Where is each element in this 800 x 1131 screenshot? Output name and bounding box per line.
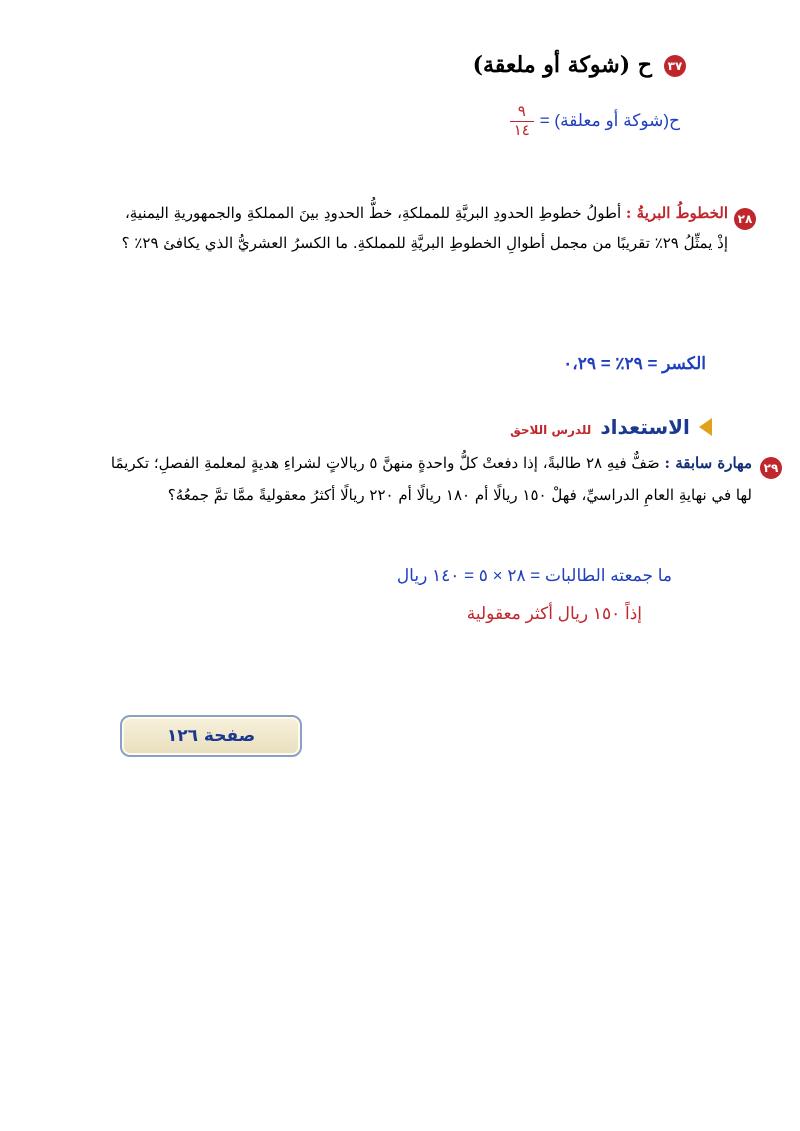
problem-39-answer-calculation: ما جمعته الطالبات = ٢٨ × ٥ = ١٤٠ ريال	[396, 566, 672, 585]
fraction-denominator: ١٤	[513, 121, 530, 139]
answer-lhs: ح(شوكة أو معلقة) =	[539, 111, 680, 130]
problem-38-number-badge: ٢٨	[734, 208, 756, 230]
problem-39-text-line-2: لها في نهايةِ العامِ الدراسيِّ، فهلْ ١٥٠ ريالًا أم ١٨٠ ريالًا أم ٢٢٠ ريالًا أكثرُ معقوليةً ممَّا تمَّ جمعُهُ؟	[167, 486, 752, 504]
problem-39-keyword: مهارة سابقة :	[664, 454, 752, 472]
problem-38-text-line-1	[68, 204, 728, 222]
problem-39-number-badge: ٢٩	[760, 457, 782, 479]
problem-38-keyword: الخطوطُ البريةُ :	[625, 204, 728, 222]
problem-37-answer	[510, 96, 680, 146]
problem-38-answer: الكسر = ٢٩٪ = ٠،٢٩	[563, 354, 706, 373]
page-number-label: صفحة ١٢٦	[166, 726, 256, 746]
answer-fraction	[510, 103, 534, 140]
problem-37-title: ح (شوكة أو ملعقة)	[472, 52, 652, 78]
problem-38-line1-body: أطولُ خطوطِ الحدودِ البريَّةِ للمملكةِ، خطُّ الحدودِ بينَ المملكةِ والجمهوريةِ اليمنيةِ،	[124, 204, 622, 222]
problem-38-text-line-2: إذْ يمثِّلُ ٢٩٪ تقريبًا من مجمل أطوالِ الخطوطِ البريَّةِ للمملكةِ. ما الكسرُ العشريُّ الذي يكافئ ٢٩٪ ؟	[121, 234, 728, 252]
section-header-preparation	[352, 415, 712, 439]
section-title: الاستعداد	[600, 415, 690, 439]
page-number-box	[120, 715, 302, 757]
section-subtitle: للدرس اللاحق	[510, 423, 592, 437]
fraction-numerator: ٩	[517, 102, 526, 120]
problem-37-number-badge: ٣٧	[664, 55, 686, 77]
problem-39-line1-body: صَفٌّ فيهِ ٢٨ طالبةً، إذا دفعتْ كلُّ واحدةٍ منهنَّ ٥ ريالاتٍ لشراءِ هديةٍ لمعلمةِ الفصلِ؛ تكريمًا	[110, 454, 660, 472]
problem-39-text-line-1	[52, 454, 752, 472]
triangle-arrow-icon	[699, 418, 712, 436]
problem-39-answer-conclusion: إذاً ١٥٠ ريال أكثر معقولية	[466, 604, 642, 623]
